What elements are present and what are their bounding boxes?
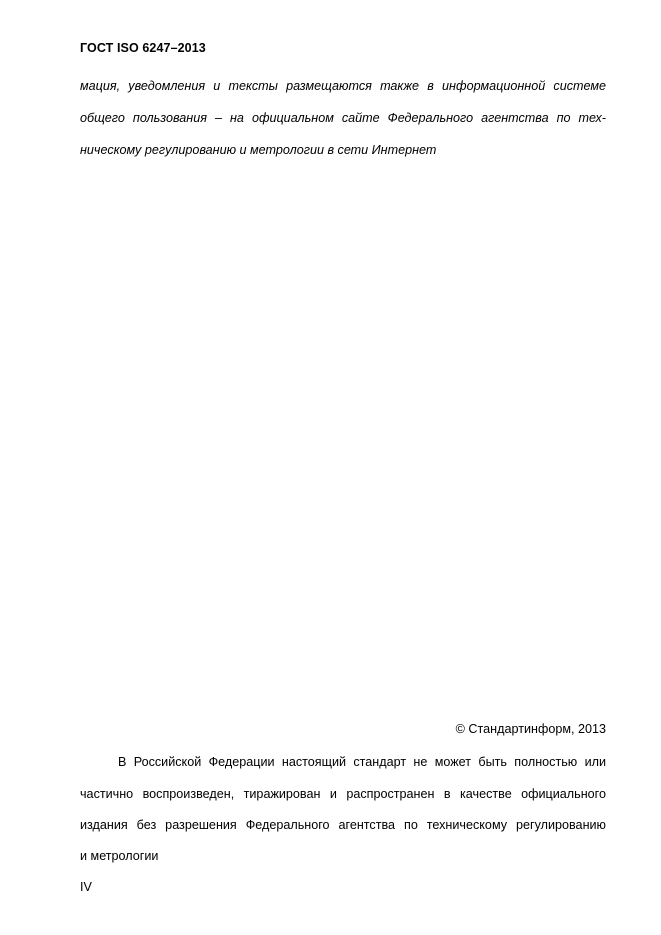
page-number: IV — [80, 880, 92, 894]
notice-line: В Российской Федерации настоящий стандарт не может быть полностью или — [118, 755, 606, 769]
notice-line: и метрологии — [80, 849, 159, 863]
paragraph-line: ническому регулированию и метрологии в сети Интернет — [80, 143, 437, 157]
notice-line: издания без разрешения Федерального агентства по техническому регулированию — [80, 818, 606, 832]
copyright-notice: © Стандартинформ, 2013 — [455, 722, 606, 736]
paragraph-line: мация, уведомления и тексты размещаются также в информационной системе — [80, 79, 606, 93]
notice-line: частично воспроизведен, тиражирован и распространен в качестве официального — [80, 787, 606, 801]
paragraph-line: общего пользования – на официальном сайте Федерального агентства по тех- — [80, 111, 606, 125]
standard-code-header: ГОСТ ISO 6247–2013 — [80, 41, 206, 55]
